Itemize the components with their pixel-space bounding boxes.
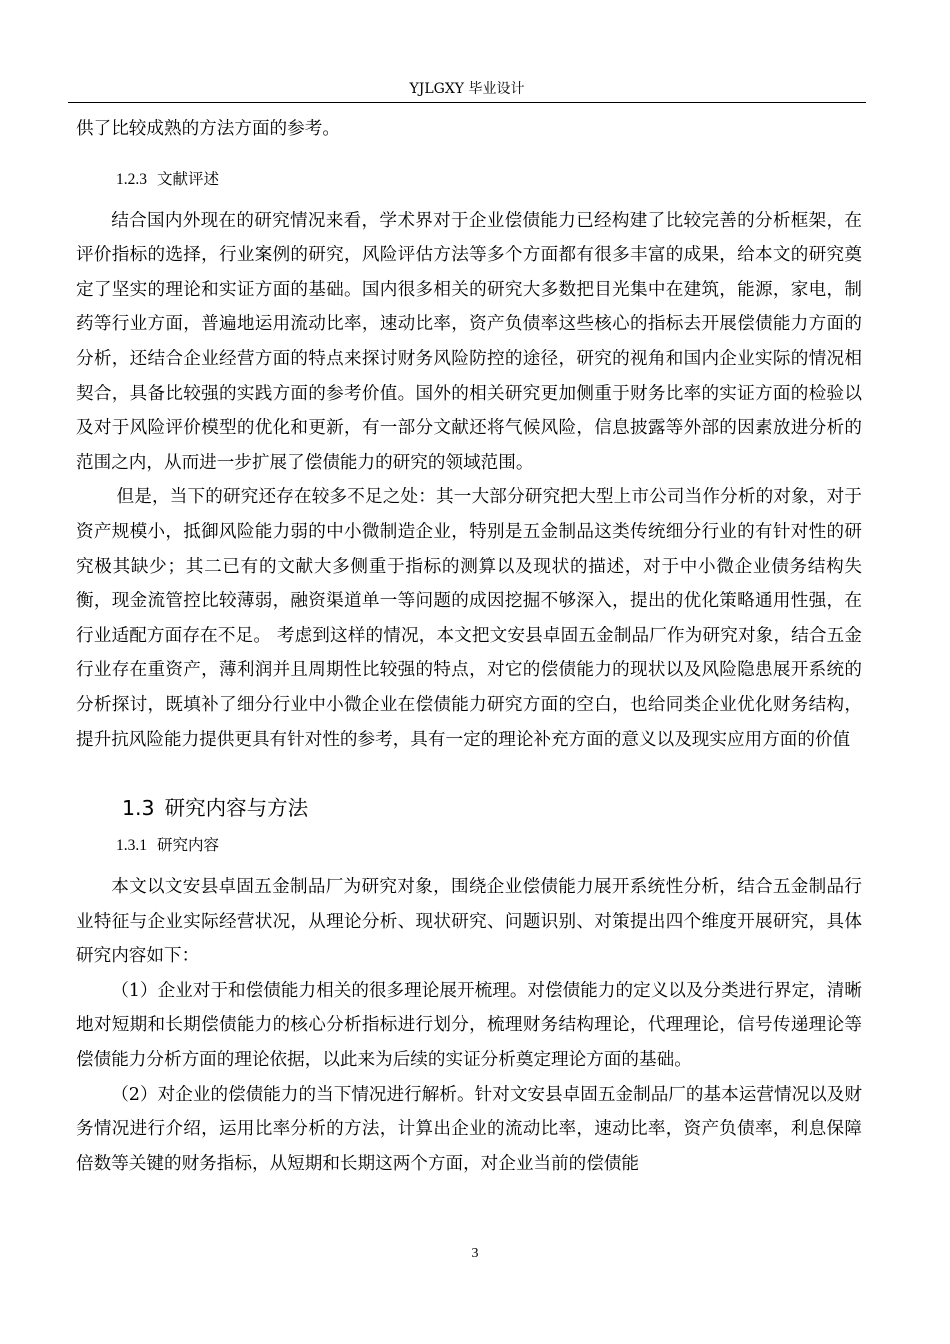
paragraph-continuation: 供了比较成熟的方法方面的参考。 — [76, 119, 340, 139]
page-body — [76, 112, 862, 1181]
paragraph-research-intro: 本文以文安县卓固五金制品厂为研究对象，围绕企业偿债能力展开系统性分析，结合五金制品行业特征与企业实际经营状况，从理论分析、现状研究、问题识别、对策提出四个维度开展研究，具体研究内容如下： — [76, 877, 862, 967]
section-number: 1.2.3 — [116, 170, 147, 188]
section-heading-1-3-1 — [116, 835, 862, 856]
paragraph-literature-review: 结合国内外现在的研究情况来看，学术界对于企业偿债能力已经构建了比较完善的分析框架，在评价指标的选择，行业案例的研究，风险评估方法等多个方面都有很多丰富的成果，给本文的研究奠定了坚实的理论和实证方面的基础。国内很多相关的研究大多数把目光集中在建筑，能源，家电，制药等行业方面，普遍地运用流动比率，速动比率，资产负债率这些核心的指标去开展偿债能力方面的分析，还结合企业经营方面的特点来探讨财务风险防控的途径，研究的视角和国内企业实际的情况相契合，具备比较强的实践方面的参考价值。国外的相关研究更加侧重于财务比率的实证方面的检验以及对于风险评价模型的优化和更新，有一部分文献还将气候风险，信息披露等外部的因素放进分析的范围之内，从而进一步扩展了偿债能力的研究的领域范围。 — [76, 210, 862, 473]
section-heading-1-2-3 — [116, 169, 862, 190]
paragraph-item-2: （2）对企业的偿债能力的当下情况进行解析。针对文安县卓固五金制品厂的基本运营情况以及财务情况进行介绍，运用比率分析的方法，计算出企业的流动比率，速动比率，资产负债率，利息保障倍数等关键的财务指标，从短期和长期这两个方面，对企业当前的偿债能 — [76, 1084, 862, 1174]
section-title: 文献评述 — [157, 169, 220, 188]
paragraph-item-1: （1）企业对于和偿债能力相关的很多理论展开梳理。对偿债能力的定义以及分类进行界定，清晰地对短期和长期偿债能力的核心分析指标进行划分，梳理财务结构理论，代理理论，信号传递理论等偿债能力分析方面的理论依据，以此来为后续的实证分析奠定理论方面的基础。 — [76, 980, 862, 1071]
page-number: 3 — [471, 1246, 479, 1261]
section-number: 1.3 — [122, 796, 155, 821]
section-number: 1.3.1 — [116, 837, 147, 855]
paragraph-research-gaps: 但是，当下的研究还存在较多不足之处：其一大部分研究把大型上市公司当作分析的对象，对于资产规模小，抵御风险能力弱的中小微制造企业，特别是五金制品这类传统细分行业的有针对性的研究极其缺少；其二已有的文献大多侧重于指标的测算以及现状的描述，对于中小微企业债务结构失衡，现金流管控比较薄弱，融资渠道单一等问题的成因挖掘不够深入，提出的优化策略通用性强，在行业适配方面存在不足。 考虑到这样的情况，本文把文安县卓固五金制品厂作为研究对象，结合五金行业存在重资产，薄利润并且周期性比较强的特点，对它的偿债能力的现状以及风险隐患展开系统的分析探讨，既填补了细分行业中小微企业在偿债能力研究方面的空白，也给同类企业优化财务结构，提升抗风险能力提供更具有针对性的参考，具有一定的理论补充方面的意义以及现实应用方面的价值 — [76, 487, 862, 750]
section-heading-1-3 — [122, 795, 862, 821]
section-title: 研究内容 — [157, 836, 220, 855]
section-title: 研究内容与方法 — [164, 796, 309, 821]
page-header: YJLGXY 毕业设计 — [68, 80, 866, 103]
